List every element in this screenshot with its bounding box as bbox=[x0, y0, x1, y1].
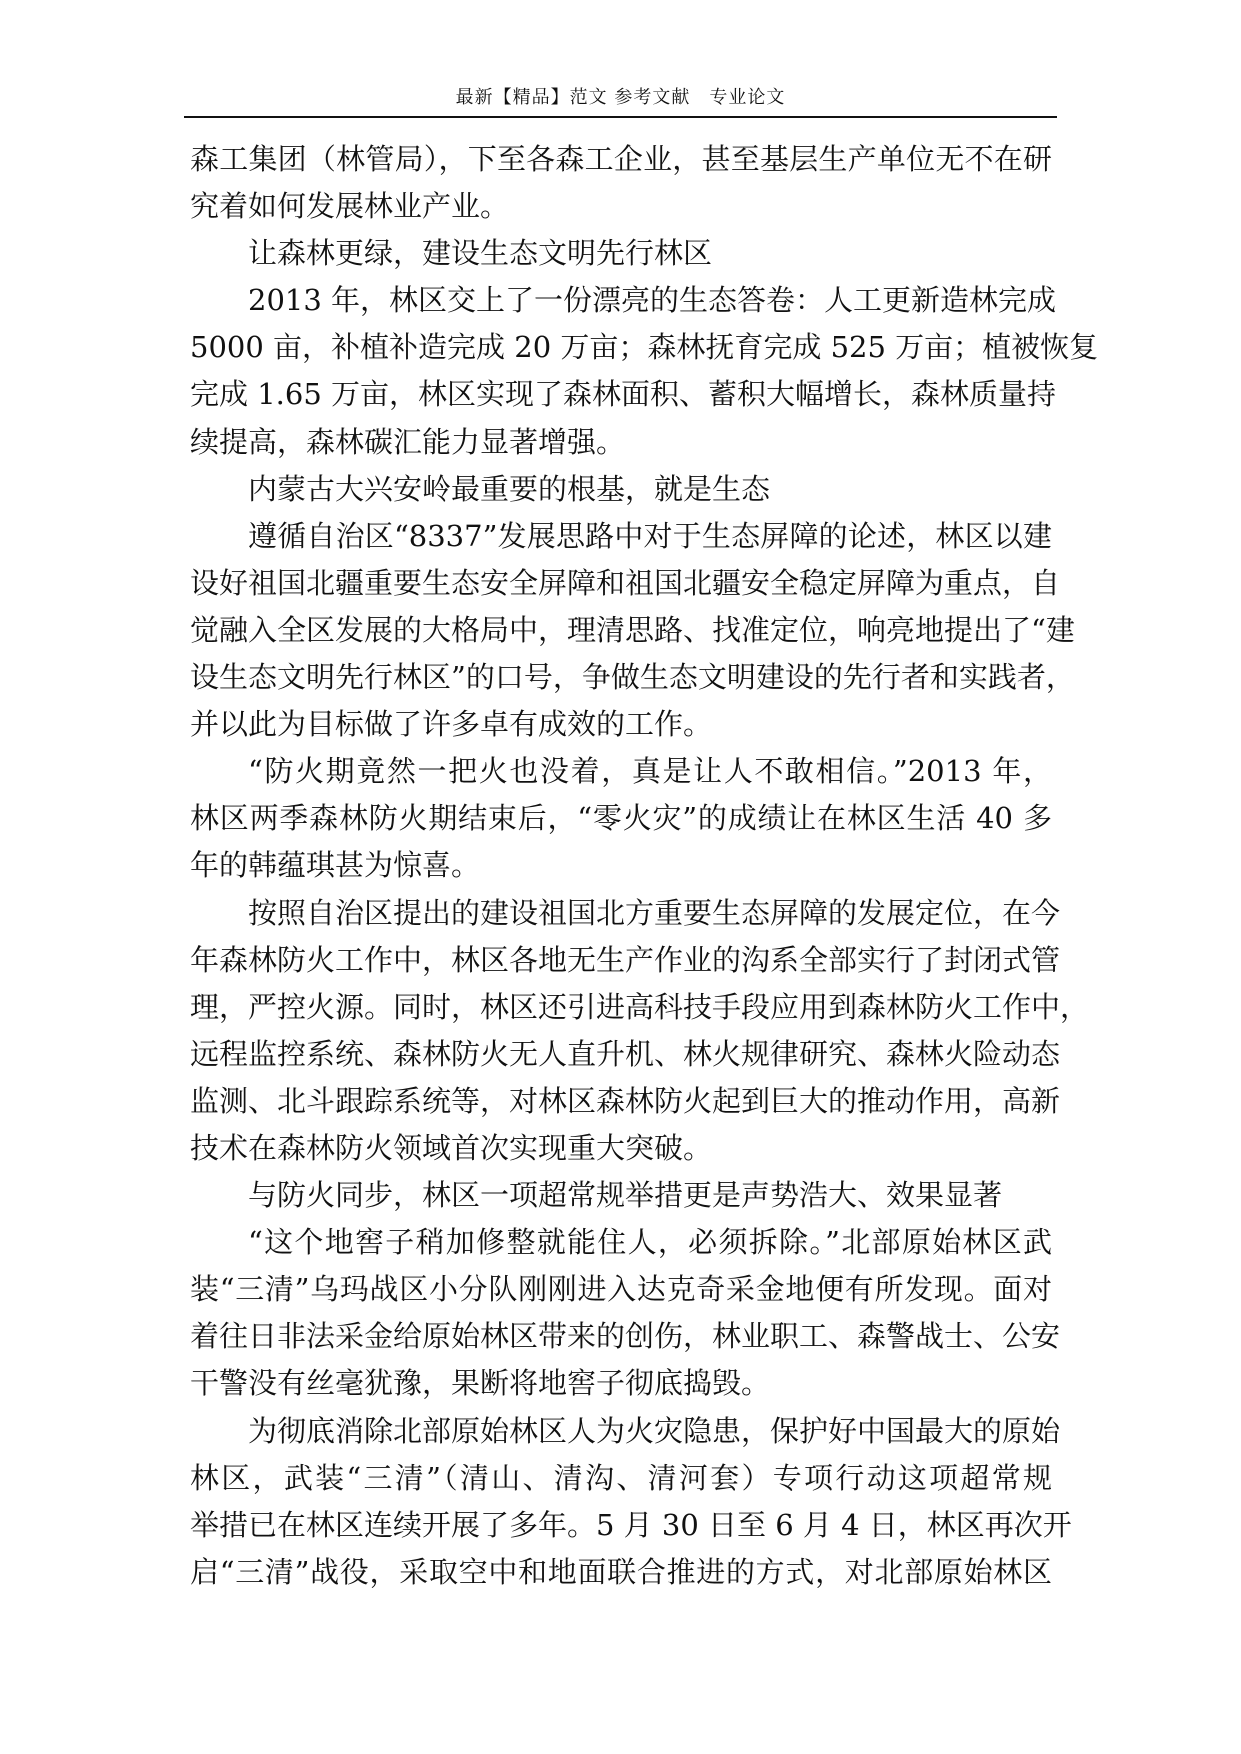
text-line: 启“三清”战役，采取空中和地面联合推进的方式，对北部原始林区 bbox=[190, 1554, 1052, 1589]
text-line: 林区，武装“三清”（清山、清沟、清河套）专项行动这项超常规 bbox=[190, 1460, 1052, 1495]
page-header: 最新【精品】范文 参考文献 专业论文 bbox=[184, 84, 1057, 118]
text-line: “这个地窖子稍加修整就能住人，必须拆除。”北部原始林区武 bbox=[248, 1225, 1052, 1260]
text-line: 并以此为目标做了许多卓有成效的工作。 bbox=[190, 707, 713, 742]
text-line: 遵循自治区“8337”发展思路中对于生态屏障的论述，林区以建 bbox=[248, 518, 1052, 553]
text-line: 设生态文明先行林区”的口号，争做生态文明建设的先行者和实践者， bbox=[190, 660, 1075, 695]
text-line: 年的韩蕴琪甚为惊喜。 bbox=[190, 848, 481, 883]
text-line: 森工集团（林管局），下至各森工企业，甚至基层生产单位无不在研 bbox=[190, 142, 1052, 176]
text-line: 着往日非法采金给原始林区带来的创伤，林业职工、森警战士、公安 bbox=[190, 1319, 1061, 1354]
text-line: 2013 年，林区交上了一份漂亮的生态答卷：人工更新造林完成 bbox=[248, 283, 1057, 318]
text-line: 技术在森林防火领域首次实现重大突破。 bbox=[190, 1130, 713, 1165]
text-line: 年森林防火工作中，林区各地无生产作业的沟系全部实行了封闭式管 bbox=[190, 942, 1061, 977]
text-line: 设好祖国北疆重要生态安全屏障和祖国北疆安全稳定屏障为重点，自 bbox=[190, 565, 1061, 600]
text-line: 完成 1.65 万亩，林区实现了森林面积、蓄积大幅增长，森林质量持 bbox=[190, 377, 1057, 412]
section-heading: 内蒙古大兴安岭最重要的根基，就是生态 bbox=[248, 471, 771, 506]
text-line: “防火期竟然一把火也没着，真是让人不敢相信。”2013 年， bbox=[248, 754, 1052, 789]
text-line: 为彻底消除北部原始林区人为火灾隐患，保护好中国最大的原始 bbox=[248, 1413, 1061, 1448]
text-line: 理，严控火源。同时，林区还引进高科技手段应用到森林防火工作中， bbox=[190, 989, 1090, 1024]
text-line: 觉融入全区发展的大格局中，理清思路、找准定位，响亮地提出了“建 bbox=[190, 612, 1075, 647]
text-line: 5000 亩，补植补造完成 20 万亩；森林抚育完成 525 万亩；植被恢复 bbox=[190, 330, 1099, 365]
text-line: 林区两季森林防火期结束后，“零火灾”的成绩让在林区生活 40 多 bbox=[190, 801, 1052, 836]
text-line: 远程监控系统、森林防火无人直升机、林火规律研究、森林火险动态 bbox=[190, 1036, 1061, 1071]
text-line: 监测、北斗跟踪系统等，对林区森林防火起到巨大的推动作用，高新 bbox=[190, 1083, 1061, 1118]
section-heading: 与防火同步，林区一项超常规举措更是声势浩大、效果显著 bbox=[248, 1178, 1003, 1213]
text-line: 续提高，森林碳汇能力显著增强。 bbox=[190, 424, 626, 459]
text-line: 举措已在林区连续开展了多年。5 月 30 日至 6 月 4 日，林区再次开 bbox=[190, 1507, 1072, 1542]
text-line: 究着如何发展林业产业。 bbox=[190, 189, 510, 224]
section-heading: 让森林更绿，建设生态文明先行林区 bbox=[248, 236, 713, 271]
text-line: 干警没有丝毫犹豫，果断将地窖子彻底捣毁。 bbox=[190, 1366, 771, 1401]
text-line: 按照自治区提出的建设祖国北方重要生态屏障的发展定位，在今 bbox=[248, 895, 1061, 930]
document-body bbox=[190, 136, 1099, 1596]
text-line: 装“三清”乌玛战区小分队刚刚进入达克奇采金地便有所发现。面对 bbox=[190, 1272, 1052, 1307]
